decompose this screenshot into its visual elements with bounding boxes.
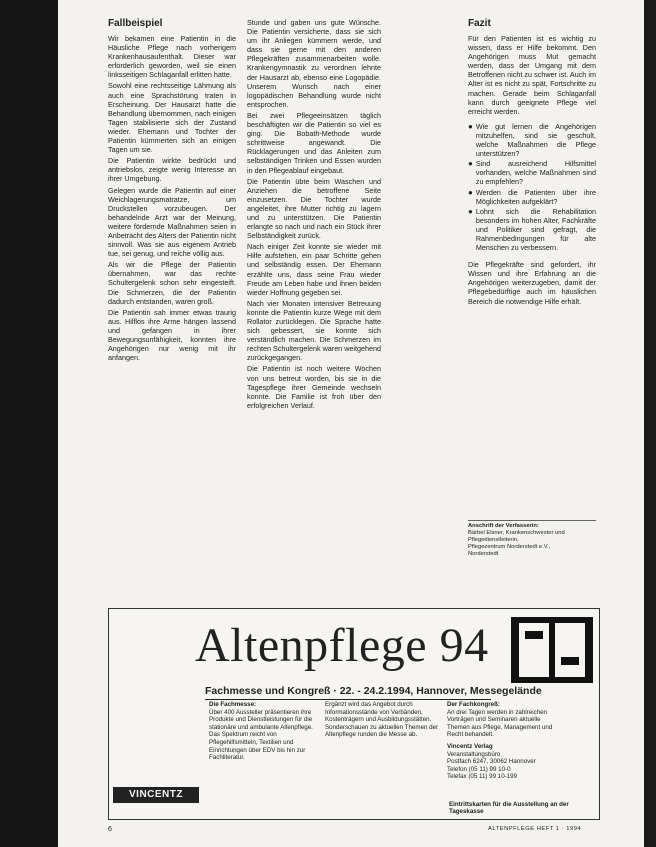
paragraph: Wir bekamen eine Patientin in die Häusliche Pflege nach vorherigem Krankenhausaufenthalt. Dieser war erforderlich geworden, weil sie einen linksseitigen Schlaganfall erlitten hatte. bbox=[108, 34, 236, 80]
running-footer: ALTENPFLEGE HEFT 1 · 1994 bbox=[488, 826, 582, 832]
column-fazit bbox=[468, 18, 596, 308]
ad-footer: Eintrittskarten für die Ausstellung an der Tageskasse bbox=[449, 801, 569, 815]
ad-title: Altenpflege 94 bbox=[195, 619, 489, 672]
magazine-page bbox=[58, 0, 644, 847]
scan-edge bbox=[644, 0, 656, 847]
ad-verlag-title: Vincentz Verlag bbox=[447, 743, 493, 750]
bullet-text: Werden die Patienten über ihre Möglichkeiten aufgeklärt? bbox=[475, 187, 596, 206]
bullet-item bbox=[468, 207, 596, 252]
author-line: Bärbel Elsner, Krankenschwester und Pflegedienstleiterin, bbox=[468, 530, 565, 543]
ad-verlag-line: Postfach 6247, 30062 Hannover bbox=[447, 758, 536, 766]
paragraph: Die Patientin sah immer etwas traurig aus. Hilflos ihre Arme hängen lassend und gefangen in ihrer Bewegungsunfähigkeit, konnten ihre Angehörigen nur wenig mit ihr anfangen. bbox=[108, 307, 236, 363]
ad-verlag-line: Telefax (05 11) 99 10-199 bbox=[447, 773, 518, 781]
bullet-item bbox=[468, 188, 596, 206]
scan-gutter bbox=[0, 0, 58, 847]
bullet-icon: ● bbox=[468, 121, 473, 131]
ad-kongress-title: Der Fachkongreß: bbox=[447, 701, 500, 708]
ad-kongress bbox=[447, 701, 555, 739]
paragraph: Bei zwei Pflegeeinsätzen täglich beschäftigten wir die Patientin so viel es ging. Die Bobath-Methode wurde schrittweise angewandt. Die Rücklagerungen und das Anleiten zum selbständigen Trinken und Essen wurden in den Pflegeablauf eingebaut. bbox=[247, 110, 381, 175]
ad-kongress-text: An drei Tagen werden in zahlreichen Vorträgen und Seminaren aktuelle Themen aus Pflege, Management und Recht behandelt. bbox=[447, 708, 553, 739]
author-line: Pflegezentrum Norderstedt e.V., bbox=[468, 544, 551, 550]
bullet-text: Sind ausreichend Hilfsmittel vorhanden, welche Maßnahmen sind zu empfehlen? bbox=[475, 159, 596, 187]
bullet-list bbox=[468, 122, 596, 252]
ad-fachmesse-text: Über 400 Aussteller präsentieren ihre Produkte und Dienstleistungen für die stationäre und ambulante Altenpflege. Das Spektrum reicht von Pflegehilfsmitteln, Textilien und Einrichtungen über EDV bis hin zur Fachliteratur. bbox=[209, 708, 313, 762]
vincentz-logo: VINCENTZ bbox=[113, 787, 199, 803]
paragraph: Die Patientin übte beim Waschen und Anziehen die betroffene Seite einzusetzen. Die Tochter wurde angeleitet, ihre Mutter richtig zu lagern und zu unterstützen. Die Patientin erlangte so nach und nach ein Stück ihrer Selbständigkeit zurück. bbox=[247, 176, 381, 241]
ad-verlag-line: Telefon (05 11) 99 10-0 bbox=[447, 765, 511, 773]
closing-paragraph: Die Pflegekräfte sind gefordert, ihr Wissen und ihre Erfahrung an die Angehörigen weiterzugeben, damit der Pflegebedürftige auch im häuslichen Bereich die notwendige Hilfe erhält. bbox=[468, 260, 596, 306]
ad-column-2 bbox=[325, 701, 441, 739]
author-address bbox=[468, 520, 596, 558]
advertisement-altenpflege-94 bbox=[108, 608, 600, 820]
bullet-icon: ● bbox=[468, 206, 473, 216]
bullet-text: Lohnt sich die Rehabilitation besonders im hohen Alter, Fachkräfte und Politiker sind gefragt, die Rahmenbedingungen für alte Menschen zu verbessern. bbox=[475, 206, 596, 253]
ad-verlag-contact bbox=[447, 743, 557, 781]
column-fallbeispiel bbox=[108, 18, 236, 364]
ad-fachmesse bbox=[209, 701, 319, 762]
paragraph: Für den Patienten ist es wichtig zu wissen, dass er Hilfe bekommt. Den Angehörigen muss Mut gemacht werden, dass der Umgang mit dem Betroffenen nicht zu schwer ist. Auch im Alter ist es nicht zu spät, Fortschritte zu machen. Gerade beim Schlaganfall kann durch geeignete Pflege viel erreicht werden. bbox=[468, 34, 596, 116]
bullet-icon: ● bbox=[468, 159, 473, 169]
column-middle bbox=[247, 18, 381, 412]
section-heading-fazit: Fazit bbox=[468, 18, 491, 29]
paragraph: Stunde und gaben uns gute Wünsche. Die Patientin versicherte, dass sie sich um ihr Anliegen kümmern werde, und dass sie gerne mit den anderen Pflegekräften zusammenarbeiten wolle. Krankengymnastik zu verordnen lehnte der Hausarzt ab, ebenso eine Logopädie. Unserem Wunsch nach einer logopädischen Behandlung wurde nicht entsprochen. bbox=[247, 18, 381, 109]
bullet-item bbox=[468, 122, 596, 158]
ad-column-2-text: Ergänzt wird das Angebot durch Informationsstände von Verbänden, Kostenträgern und Ausbildungsstätten. Sonderschauen zu aktuellen Themen der Altenpflege runden die Messe ab. bbox=[325, 701, 439, 739]
bullet-item bbox=[468, 159, 596, 186]
author-line: Norderstedt bbox=[468, 551, 499, 557]
page-number: 6 bbox=[108, 826, 112, 833]
bullet-text: Wie gut lernen die Angehörigen mitzuhelfen, sind sie geschult, welche Maßnahmen die Pflege unterstützen? bbox=[475, 121, 596, 159]
bullet-icon: ● bbox=[468, 187, 473, 197]
ad-divider bbox=[205, 699, 491, 700]
paragraph: Gelegen wurde die Patientin auf einer Weichlagerungsmatratze, um Druckstellen vorzubeugen. Der behandelnde Arzt war der Meinung, weitere fördernde Maßnahmen seien in Anbetracht des Alters der Patientin nicht sinnvoll. Was sie aus eigenem Antrieb tue, sei genug, und reiche völlig aus. bbox=[108, 185, 236, 259]
section-heading-fallbeispiel: Fallbeispiel bbox=[108, 18, 163, 29]
ad-verlag-line: Veranstaltungsbüro bbox=[447, 750, 501, 758]
paragraph: Nach einiger Zeit konnte sie wieder mit Hilfe aufstehen, ein paar Schritte gehen und selbständig essen. Der Ehemann erzählte uns, dass seine Frau wieder Freude am Leben habe und ihnen beiden wieder Hoffnung gegeben sei. bbox=[247, 242, 381, 297]
paragraph: Sowohl eine rechtsseitige Lähmung als auch eine Sprachstörung traten in Erscheinung. Der Hausarzt hatte die Behandlung übernommen, nach einigen Tagen stabilisierte sich der Zustand wieder. Ehemann und Tochter der Patientin kümmerten sich an einigen Tagen um sie. bbox=[108, 81, 236, 155]
ad-graphic bbox=[511, 617, 593, 683]
paragraph: Die Patientin ist noch weitere Wochen von uns betreut worden, bis sie in die Tagespflege ihrer Gemeinde wechseln konnte. Die Familie ist froh über den erfolgreichen Verlauf. bbox=[247, 364, 381, 410]
paragraph: Die Patientin wirkte bedrückt und antriebslos, zeigte wenig Interesse an ihrer Umgebung. bbox=[108, 156, 236, 184]
paragraph: Als wir die Pflege der Patientin übernahmen, war das rechte Schultergelenk schon sehr eingesteift. Die Schmerzen, die der Patientin dadurch entstanden, waren groß. bbox=[108, 260, 236, 306]
author-title: Anschrift der Verfasserin: bbox=[468, 523, 539, 529]
paragraph: Nach vier Monaten intensiver Betreuung konnte die Patientin kurze Wege mit dem Rollator zurücklegen. Die Sprache hatte sich gebessert, sie konnte sich verständlich machen. Die Schmerzen im rechten Schultergelenk waren weitgehend zurückgegangen. bbox=[247, 298, 381, 363]
ad-fachmesse-title: Die Fachmesse: bbox=[209, 701, 257, 708]
ad-subtitle: Fachmesse und Kongreß · 22. - 24.2.1994, Hannover, Messegelände bbox=[205, 685, 542, 697]
